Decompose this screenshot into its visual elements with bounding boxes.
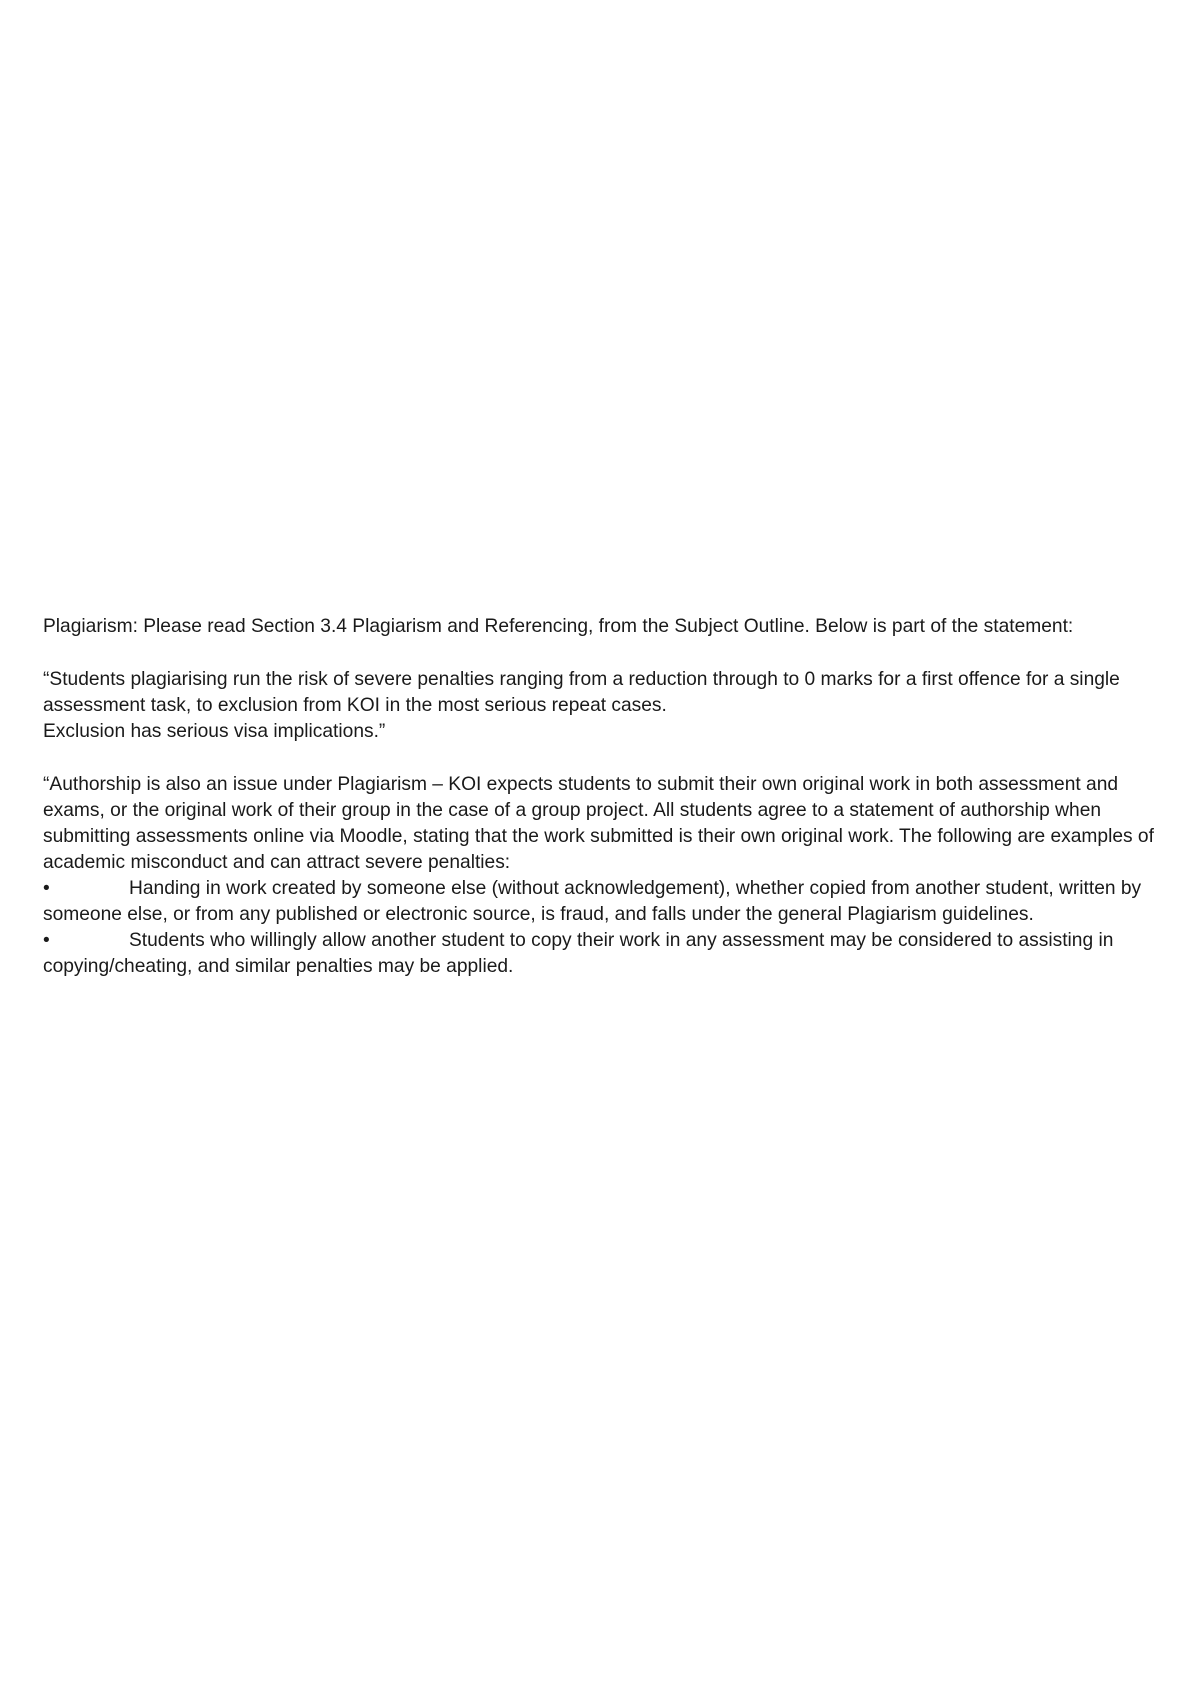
bullet-icon: • [43,878,50,899]
misconduct-list-item [43,876,1163,928]
paragraph-gap [43,640,1163,667]
document-body [43,614,1163,980]
penalty-quote-end: Exclusion has serious visa implications.” [43,721,386,742]
plagiarism-intro: Plagiarism: Please read Section 3.4 Plagiarism and Referencing, from the Subject Outline. Below is part of the statement: [43,616,1074,637]
misconduct-item-text: Handing in work created by someone else (without acknowledgement), whether copied from another student, written by someone else, or from any published or electronic source, is fraud, and falls under the general Plagiarism guidelines. [43,878,1142,925]
paragraph-gap [43,745,1163,772]
authorship-quote: “Authorship is also an issue under Plagiarism – KOI expects students to submit their own original work in both assessment and exams, or the original work of their group in the case of a group project. All students agree to a statement of authorship when submitting assessments online via Moodle, stating that the work submitted is their own original work. The following are examples of academic misconduct and can attract severe penalties: [43,774,1154,873]
bullet-icon: • [43,930,50,951]
misconduct-list-item [43,928,1163,980]
penalty-quote: “Students plagiarising run the risk of severe penalties ranging from a reduction through to 0 marks for a first offence for a single assessment task, to exclusion from KOI in the most serious repeat cases. [43,669,1120,716]
misconduct-item-text: Students who willingly allow another student to copy their work in any assessment may be considered to assisting in copying/cheating, and similar penalties may be applied. [43,930,1114,977]
